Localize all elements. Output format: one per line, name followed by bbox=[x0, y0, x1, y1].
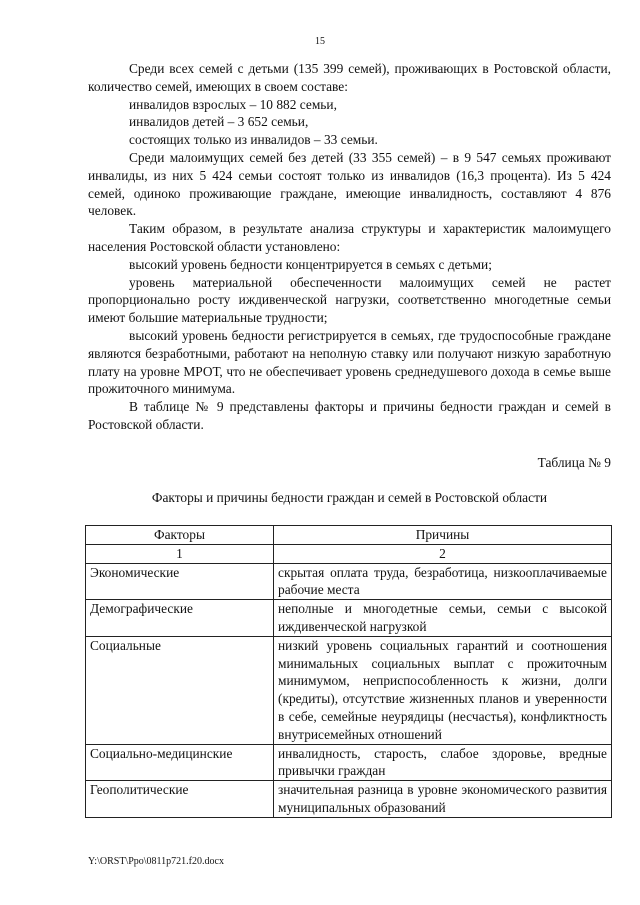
reason-cell: инвалидность, старость, слабое здоровье, вредные привычки граждан bbox=[274, 744, 612, 781]
list-item: инвалидов детей – 3 652 семьи, bbox=[129, 114, 309, 130]
table-row bbox=[86, 781, 612, 818]
list-item: инвалидов взрослых – 10 882 семьи, bbox=[129, 96, 337, 112]
table-title: Факторы и причины бедности граждан и семей в Ростовской области bbox=[151, 490, 548, 505]
table-header-row bbox=[86, 526, 612, 545]
paragraph: Таким образом, в результате анализа структуры и характеристик малоимущего населения Ростовской области установлено: bbox=[88, 221, 611, 254]
table-row bbox=[86, 636, 612, 744]
table-row bbox=[86, 744, 612, 781]
factor-cell: Экономические bbox=[86, 563, 274, 600]
table-label: Таблица № 9 bbox=[537, 455, 611, 470]
factor-cell: Социальные bbox=[86, 636, 274, 744]
column-number: 1 bbox=[86, 544, 274, 563]
factor-cell: Социально-медицинские bbox=[86, 744, 274, 781]
paragraph: высокий уровень бедности регистрируется в семьях, где трудоспособные граждане являются безработными, работают на неполную ставку или получают низкую заработную плату на уровне МРОТ, что не обеспечивает уровень среднедушевого дохода в семье выше прожиточного минимума. bbox=[88, 327, 611, 397]
factor-cell: Демографические bbox=[86, 600, 274, 637]
reason-cell: низкий уровень социальных гарантий и соотношения минимальных социальных выплат с прожиточным минимумом, неприспособленность к жизни, долги (кредиты), отсутствие жизненных планов и уверенности в себе, семейные неурядицы (несчастья), конфликтность внутрисемейных отношений bbox=[274, 636, 612, 744]
reason-cell: неполные и многодетные семьи, семьи с высокой иждивенческой нагрузкой bbox=[274, 600, 612, 637]
factor-cell: Геополитические bbox=[86, 781, 274, 818]
reason-cell: значительная разница в уровне экономического развития муниципальных образований bbox=[274, 781, 612, 818]
paragraph: Среди всех семей с детьми (135 399 семей), проживающих в Ростовской области, количество семей, имеющих в своем составе: bbox=[88, 61, 611, 94]
header-factors: Факторы bbox=[86, 526, 274, 545]
factors-table bbox=[85, 525, 612, 818]
table-row bbox=[86, 600, 612, 637]
page-number: 15 bbox=[315, 36, 325, 47]
header-reasons: Причины bbox=[274, 526, 612, 545]
column-number: 2 bbox=[274, 544, 612, 563]
paragraph: Среди малоимущих семей без детей (33 355 семей) – в 9 547 семьях проживают инвалиды, из них 5 424 семьи состоят только из инвалидов (16,3 процента). Из 5 424 семей, одиноко проживающие граждане, имеющие инвалидность, составляют 4 876 человек. bbox=[88, 149, 611, 219]
list-item: состоящих только из инвалидов – 33 семьи. bbox=[129, 132, 378, 148]
paragraph: уровень материальной обеспеченности малоимущих семей не растет пропорционально росту иждивенческой нагрузки, соответственно многодетные семьи имеют большие материальные трудности; bbox=[88, 274, 611, 326]
paragraph: высокий уровень бедности концентрируется в семьях с детьми; bbox=[129, 256, 492, 272]
table-row bbox=[86, 563, 612, 600]
paragraph: В таблице № 9 представлены факторы и причины бедности граждан и семей в Ростовской области. bbox=[88, 399, 611, 432]
column-number-row bbox=[86, 544, 612, 563]
reason-cell: скрытая оплата труда, безработица, низкооплачиваемые рабочие места bbox=[274, 563, 612, 600]
body-text bbox=[88, 60, 611, 434]
footer-file-path: Y:\ORST\Ppo\0811p721.f20.docx bbox=[88, 856, 224, 867]
